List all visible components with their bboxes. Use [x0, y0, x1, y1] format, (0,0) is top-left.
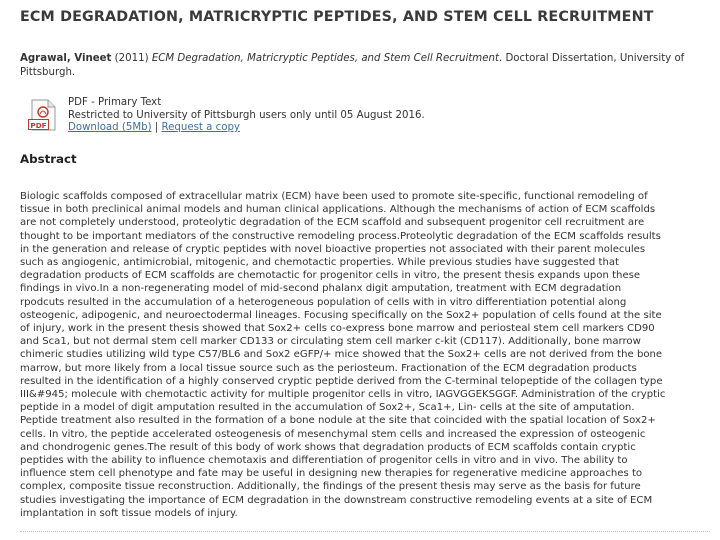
abstract-line: chimeric studies utilizing wild type C57/BL6 and Sox2 eGFP/+ mice showed that the Sox2+ cells are not derived from the bone — [20, 349, 663, 361]
abstract-line: peptide in a model of digit amputation resulted in the accumulation of Sox2+, Sca1+, Lin- cells at the site of amputation. — [20, 402, 635, 414]
download-link[interactable]: Download (5Mb) — [68, 122, 152, 133]
pdf-file-icon[interactable] — [28, 99, 58, 133]
abstract-text — [20, 190, 720, 520]
citation-type-cont: Pittsburgh. — [20, 67, 76, 78]
abstract-line: rpodcuts resulted in the accumulation of a heterogeneous population of cells with in vitro differentiation potential along — [20, 296, 627, 308]
document-restriction: Restricted to University of Pittsburgh users only until 05 August 2016. — [68, 109, 425, 121]
citation — [20, 52, 705, 80]
document-info — [68, 97, 425, 135]
abstract-line: marrow, but more likely from a local tissue source such as the periosteum. Fractionation of the ECM degradation products — [20, 362, 637, 374]
request-copy-link[interactable]: Request a copy — [161, 122, 240, 133]
citation-author: Agrawal, Vineet — [20, 53, 112, 64]
abstract-line: such as angiogenic, antimicrobial, mitogenic, and chemotactic properties. While previous studies have suggested that — [20, 257, 619, 269]
abstract-line: degradation products of ECM scaffolds are chemotactic for progenitor cells in vitro, the present thesis expands upon these — [20, 270, 641, 282]
abstract-line: implantation in soft tissue models of injury. — [20, 507, 238, 519]
abstract-line: resulted in the identification of a highly conserved cryptic peptide derived from the C-terminal telopeptide of the collagen type — [20, 375, 663, 387]
abstract-line: of injury, work in the present thesis showed that Sox2+ cells co-express bone marrow and periosteal stem cell markers CD90 — [20, 323, 655, 335]
citation-work-title: ECM Degradation, Matricryptic Peptides, and Stem Cell Recruitment — [151, 53, 499, 64]
abstract-line: cells. In vitro, the peptide accelerated osteogenesis of mesenchymal stem cells and increased the expression of osteogenic — [20, 428, 646, 440]
pdf-badge-label: PDF — [30, 120, 47, 130]
abstract-line: findings in vivo.In a non-regenerating model of mid-second phalanx digit amputation, treatment with ECM degradation — [20, 283, 622, 295]
link-separator: | — [154, 122, 159, 133]
divider — [20, 531, 710, 532]
page-title: ECM DEGRADATION, MATRICRYPTIC PEPTIDES, AND STEM CELL RECRUITMENT — [20, 9, 654, 25]
abstract-line: and Sca1, but not dermal stem cell marker CD133 or circulating stem cell marker c-kit (CD117). Additionally, bone marrow — [20, 336, 641, 348]
abstract-line: thought to be important mediators of the constructive remodeling process.Proteolytic degradation of the ECM scaffolds results — [20, 230, 661, 242]
abstract-line: studies investigating the importance of ECM degradation in the downstream constructive remodeling events at a site of ECM — [20, 494, 653, 506]
pdf-file-icon-graphic — [28, 99, 58, 133]
abstract-heading: Abstract — [20, 152, 77, 166]
citation-type: . Doctoral Dissertation, University of — [498, 53, 685, 64]
citation-year: (2011) — [114, 53, 149, 64]
abstract-line: Peptide treatment also resulted in the formation of a bone nodule at the site that coincided with the spatial location of Sox2+ — [20, 415, 656, 427]
abstract-line: influence stem cell phenotype and fate may be useful in designing new therapies for regenerative medicine approaches to — [20, 468, 643, 480]
abstract-line: complex, composite tissue reconstruction. Additionally, the findings of the present thesis may serve as the basis for future — [20, 481, 641, 493]
abstract-line: in the generation and release of cryptic peptides with novel bioactive properties not associated with their parent molecules — [20, 243, 646, 255]
abstract-line: Biologic scaffolds composed of extracellular matrix (ECM) have been used to promote site-specific, functional remodeling of — [20, 191, 648, 202]
abstract-line: tissue in both preclinical animal models and human clinical applications. Although the mechanisms of action of ECM scaffolds — [20, 204, 656, 216]
abstract-line: III&#945; molecule with chemotactic activity for multiple progenitor cells in vitro, IAGVGGEKSGGF. Administration of the cryptic — [20, 389, 666, 401]
abstract-line: osteogenic, adipogenic, and neuroectodermal lineages. Focusing specifically on the Sox2+ population of cells found at the site — [20, 309, 662, 321]
document-actions — [68, 122, 425, 135]
abstract-line: are not completely understood, proteolytic degradation of the ECM scaffold and subsequent progenitor cell recruitment are — [20, 217, 645, 229]
abstract-line: peptides with the ability to influence chemotaxis and differentiation of progenitor cells in vitro and in vivo. The ability to — [20, 455, 628, 467]
abstract-line: and chondrogenic genes.The result of this body of work shows that degradation products of ECM scaffolds contain cryptic — [20, 441, 636, 453]
document-format: PDF - Primary Text — [68, 97, 162, 108]
